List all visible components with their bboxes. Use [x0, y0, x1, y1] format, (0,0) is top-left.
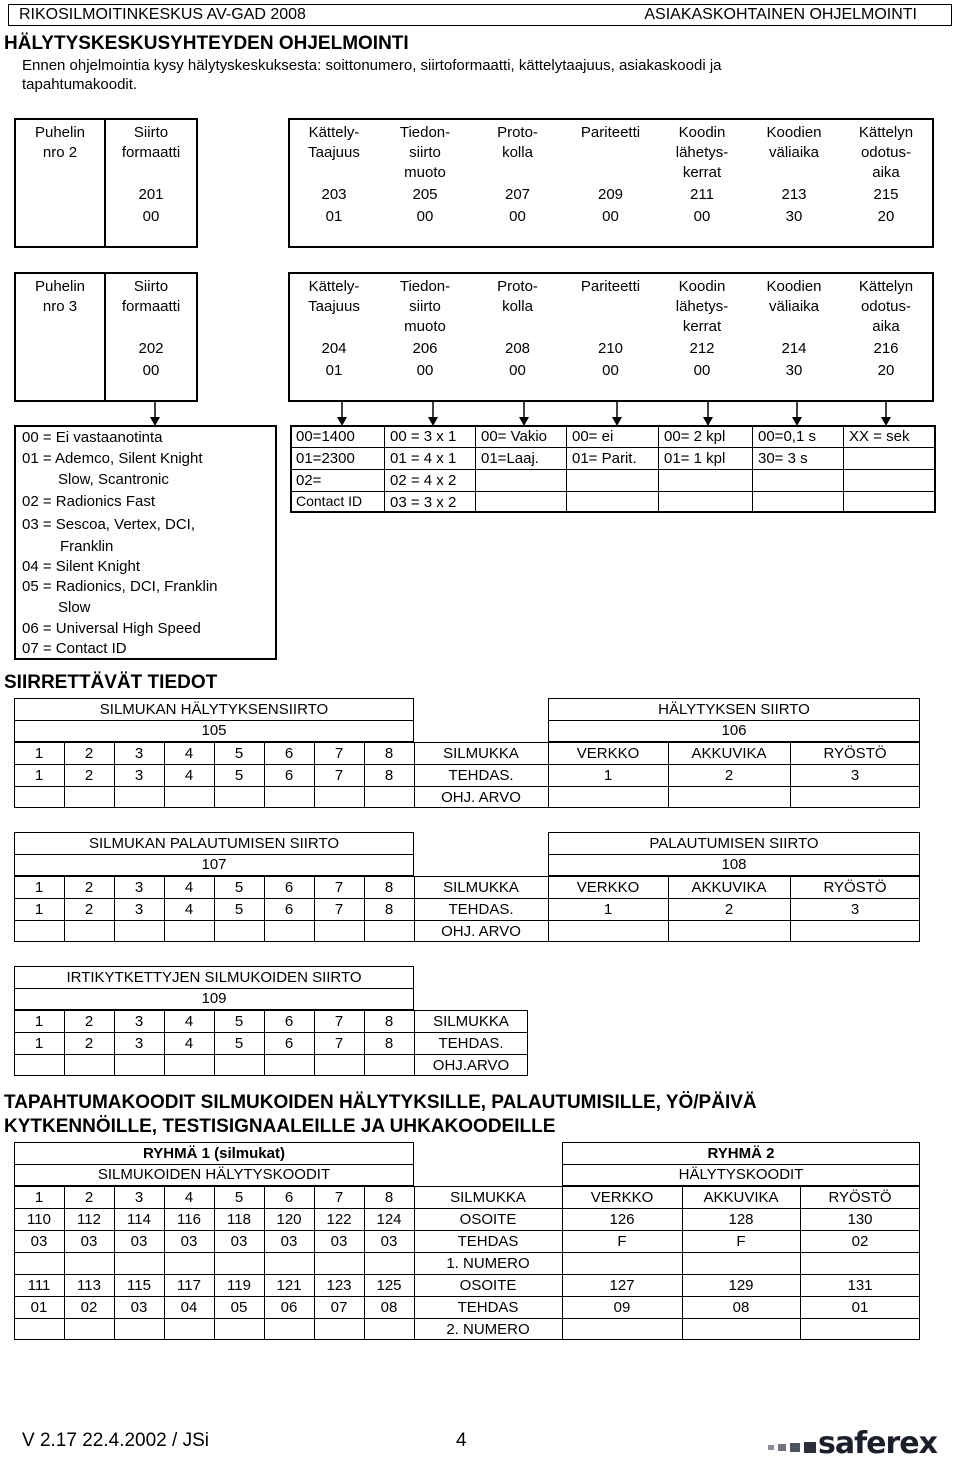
phone-label: nro 2: [42, 144, 78, 161]
format-label: formaatti: [121, 144, 181, 161]
event-code-cell: 7: [334, 1189, 344, 1206]
event-code-cell: F: [617, 1233, 627, 1250]
legend-item: 06 = Universal High Speed: [22, 620, 201, 637]
loop-number: 2: [84, 1035, 94, 1052]
option-pariteetti: 01= Parit.: [572, 450, 637, 467]
options-row-line: [290, 469, 936, 470]
param-header: Kättely-: [308, 278, 360, 295]
loop-number: 7: [334, 901, 344, 918]
group1-title: RYHMÄ 1 (silmukat): [143, 1145, 285, 1162]
event-code-cell: F: [736, 1233, 746, 1250]
param-header: Koodin: [678, 278, 726, 295]
loop-number: 3: [134, 767, 144, 784]
event-code-cell: 111: [27, 1277, 51, 1294]
param-address: 214: [781, 340, 807, 357]
down-arrow-icon: [518, 401, 530, 427]
prog-value-label: OHJ. ARVO: [441, 923, 521, 940]
down-arrow-icon: [149, 401, 161, 427]
phone-label: Puhelin: [34, 124, 86, 141]
legend-item: 05 = Radionics, DCI, Franklin: [22, 578, 218, 595]
down-arrow-icon: [336, 401, 348, 427]
event-code-cell: 117: [177, 1277, 201, 1294]
loop-number: 7: [334, 767, 344, 784]
loop-number: 7: [334, 1035, 344, 1052]
page-title: HÄLYTYSKESKUSYHTEYDEN OHJELMOINTI: [4, 33, 409, 54]
option-taajuus: Contact ID: [296, 493, 363, 509]
left-address: 107: [201, 856, 227, 873]
left-title: SILMUKAN HÄLYTYKSENSIIRTO: [99, 701, 329, 718]
param-address: 206: [412, 340, 438, 357]
loop-number: 5: [234, 1035, 244, 1052]
default-value: 2: [724, 767, 734, 784]
loop-number: 5: [234, 1013, 244, 1030]
right-address: 108: [721, 856, 747, 873]
option-muoto: 02 = 4 x 2: [390, 472, 457, 489]
transfer-title: SIIRRETTÄVÄT TIEDOT: [4, 672, 218, 693]
event-code-cell: 01: [30, 1299, 48, 1316]
intro-line-1: Ennen ohjelmointia kysy hälytyskeskuksesta: soittonumero, siirtoformaatti, kättelytaajuus, asiakaskoodi ja: [22, 57, 722, 74]
column-label: SILMUKKA: [443, 879, 519, 896]
param-header: Kättelyn: [858, 124, 914, 141]
event-code-cell: SILMUKKA: [450, 1189, 526, 1206]
loop-number: 8: [384, 901, 394, 918]
format-label: formaatti: [121, 298, 181, 315]
event-code-cell: 131: [847, 1277, 873, 1294]
event-code-cell: 03: [130, 1299, 148, 1316]
param-value: 00: [693, 208, 711, 225]
option-pariteetti: 00= ei: [572, 428, 614, 445]
loop-number: 8: [384, 1035, 394, 1052]
down-arrow-icon: [880, 401, 892, 427]
prog-value-label: OHJ.ARVO: [432, 1057, 510, 1074]
param-address: 213: [781, 186, 807, 203]
param-value: 00: [416, 362, 434, 379]
loop-number: 2: [84, 745, 94, 762]
legend-item: 03 = Sescoa, Vertex, DCI,: [22, 516, 196, 533]
event-code-cell: 2. NUMERO: [446, 1321, 530, 1338]
param-header: väliaika: [768, 298, 820, 315]
event-code-cell: 08: [732, 1299, 750, 1316]
option-muoto: 00 = 3 x 1: [390, 428, 457, 445]
right-title: HÄLYTYKSEN SIIRTO: [658, 701, 810, 718]
phone-label: Puhelin: [34, 278, 86, 295]
param-address: 209: [597, 186, 624, 203]
param-address: 215: [873, 186, 899, 203]
loop-number: 4: [184, 1035, 194, 1052]
default-value: TEHDAS.: [448, 767, 514, 784]
param-value: 00: [602, 362, 619, 379]
loop-number: 8: [384, 1013, 394, 1030]
param-header: kolla: [502, 298, 533, 315]
event-code-cell: 116: [177, 1211, 201, 1228]
event-code-cell: 124: [376, 1211, 402, 1228]
loop-number: 1: [34, 901, 44, 918]
event-code-cell: 125: [376, 1277, 402, 1294]
event-code-cell: 127: [609, 1277, 635, 1294]
events-title-2: KYTKENNÖILLE, TESTISIGNAALEILLE JA UHKAKOODEILLE: [4, 1116, 556, 1137]
param-address: 216: [873, 340, 899, 357]
column-label: VERKKO: [576, 879, 640, 896]
default-value: TEHDAS.: [438, 1035, 504, 1052]
group1-subtitle: SILMUKOIDEN HÄLYTYSKOODIT: [97, 1166, 331, 1183]
format-label: Siirto: [133, 124, 169, 141]
event-code-cell: 01: [851, 1299, 869, 1316]
event-code-cell: 09: [613, 1299, 631, 1316]
down-arrow-icon: [791, 401, 803, 427]
loop-number: 6: [284, 767, 294, 784]
loop-number: 4: [184, 745, 194, 762]
column-label: VERKKO: [576, 745, 640, 762]
column-label: SILMUKKA: [443, 745, 519, 762]
loop-number: 8: [384, 745, 394, 762]
param-header: odotus-: [860, 144, 912, 161]
option-taajuus: 02=: [296, 472, 322, 489]
event-code-cell: 03: [30, 1233, 48, 1250]
format-value: 00: [142, 208, 160, 225]
param-address: 207: [504, 186, 531, 203]
event-code-cell: 128: [728, 1211, 754, 1228]
event-code-cell: 08: [380, 1299, 398, 1316]
param-header: Proto-: [497, 124, 538, 141]
left-address: 105: [201, 722, 227, 739]
param-value: 01: [325, 208, 343, 225]
events-title-1: TAPAHTUMAKOODIT SILMUKOIDEN HÄLYTYKSILLE, PALAUTUMISILLE, YÖ/PÄIVÄ: [4, 1092, 757, 1113]
param-value: 30: [785, 362, 803, 379]
loop-number: 3: [134, 901, 144, 918]
group2-title: RYHMÄ 2: [707, 1145, 775, 1162]
loop-number: 7: [334, 745, 344, 762]
loop-number: 5: [234, 767, 244, 784]
param-header: lähetys-: [675, 298, 729, 315]
loop-number: 4: [184, 879, 194, 896]
param-header: kerrat: [682, 164, 722, 181]
column-label: AKKUVIKA: [691, 879, 767, 896]
event-code-cell: 04: [180, 1299, 198, 1316]
event-code-cell: 114: [127, 1211, 151, 1228]
param-header: Taajuus: [308, 144, 360, 161]
legend-item: 07 = Contact ID: [22, 640, 127, 657]
event-code-cell: 1. NUMERO: [446, 1255, 530, 1272]
column-label: RYÖSTÖ: [823, 745, 887, 762]
event-code-cell: 03: [180, 1233, 198, 1250]
header-right: ASIAKASKOHTAINEN OHJELMOINTI: [644, 6, 917, 23]
event-code-cell: 3: [134, 1189, 144, 1206]
default-value: 3: [850, 767, 860, 784]
event-code-cell: 05: [230, 1299, 248, 1316]
event-code-cell: 115: [127, 1277, 151, 1294]
event-code-cell: 118: [227, 1211, 251, 1228]
default-value: TEHDAS.: [448, 901, 514, 918]
event-code-cell: 119: [227, 1277, 251, 1294]
param-value: 00: [602, 208, 619, 225]
loop-number: 7: [334, 1013, 344, 1030]
event-code-cell: 8: [384, 1189, 394, 1206]
footer-version: V 2.17 22.4.2002 / JSi: [22, 1430, 209, 1451]
event-code-cell: 03: [280, 1233, 298, 1250]
param-header: odotus-: [860, 298, 912, 315]
loop-number: 8: [384, 767, 394, 784]
event-code-cell: OSOITE: [459, 1211, 517, 1228]
event-code-cell: 02: [851, 1233, 869, 1250]
option-protokolla: 01=Laaj.: [481, 450, 539, 467]
default-value: 1: [603, 901, 613, 918]
loop-number: 2: [84, 879, 94, 896]
option-valiaika: 30= 3 s: [758, 450, 808, 467]
event-code-cell: 122: [326, 1211, 352, 1228]
event-code-cell: TEHDAS: [457, 1233, 519, 1250]
loop-number: 4: [184, 1013, 194, 1030]
event-code-cell: 121: [276, 1277, 302, 1294]
param-value: 00: [509, 208, 526, 225]
event-code-cell: 03: [330, 1233, 348, 1250]
default-value: 3: [850, 901, 860, 918]
option-protokolla: 00= Vakio: [481, 428, 548, 445]
event-code-cell: 126: [609, 1211, 635, 1228]
loop-number: 6: [284, 745, 294, 762]
param-header: Kättelyn: [858, 278, 914, 295]
page-header: [8, 4, 952, 26]
event-code-cell: 2: [84, 1189, 94, 1206]
loop-number: 4: [184, 767, 194, 784]
param-header: Tiedon-: [399, 278, 451, 295]
param-value: 20: [877, 208, 895, 225]
event-code-cell: AKKUVIKA: [703, 1189, 779, 1206]
loop-number: 6: [284, 1035, 294, 1052]
param-header: Kättely-: [308, 124, 360, 141]
param-address: 204: [321, 340, 347, 357]
group2-subtitle: HÄLYTYSKOODIT: [678, 1166, 804, 1183]
format-value: 00: [142, 362, 160, 379]
default-value: 2: [724, 901, 734, 918]
loop-number: 6: [284, 901, 294, 918]
param-header: väliaika: [768, 144, 820, 161]
param-header: Koodin: [678, 124, 726, 141]
loop-number: 7: [334, 879, 344, 896]
legend-item: 04 = Silent Knight: [22, 558, 141, 575]
loop-number: 6: [284, 879, 294, 896]
legend-item: 01 = Ademco, Silent Knight: [22, 450, 203, 467]
param-header: lähetys-: [675, 144, 729, 161]
event-code-cell: 07: [330, 1299, 348, 1316]
bypass-title: IRTIKYTKETTYJEN SILMUKOIDEN SIIRTO: [66, 969, 362, 986]
loop-number: 2: [84, 1013, 94, 1030]
legend-item: 02 = Radionics Fast: [22, 493, 155, 510]
param-address: 210: [597, 340, 624, 357]
param-value: 00: [693, 362, 711, 379]
loop-number: 1: [34, 1035, 44, 1052]
param-header: Pariteetti: [580, 278, 641, 295]
event-code-cell: VERKKO: [590, 1189, 654, 1206]
loop-number: 2: [84, 767, 94, 784]
option-muoto: 01 = 4 x 1: [390, 450, 457, 467]
down-arrow-icon: [702, 401, 714, 427]
param-value: 01: [325, 362, 343, 379]
format-address: 201: [138, 186, 164, 203]
right-address: 106: [721, 722, 747, 739]
option-muoto: 03 = 3 x 2: [390, 494, 457, 511]
footer-page: 4: [456, 1430, 467, 1451]
param-address: 211: [690, 186, 714, 203]
left-title: SILMUKAN PALAUTUMISEN SIIRTO: [88, 835, 340, 852]
event-code-cell: 5: [234, 1189, 244, 1206]
loop-number: 8: [384, 879, 394, 896]
param-header: siirto: [409, 144, 441, 161]
options-row-line: [290, 491, 936, 492]
format-address: 202: [138, 340, 164, 357]
loop-number: 3: [134, 1035, 144, 1052]
loop-number: 1: [34, 879, 44, 896]
param-address: 203: [321, 186, 347, 203]
column-label: AKKUVIKA: [691, 745, 767, 762]
legend-item: Slow: [58, 599, 91, 616]
loop-number: 4: [184, 901, 194, 918]
loop-number: 3: [134, 1013, 144, 1030]
legend-item: Franklin: [60, 538, 114, 555]
option-kerrat: 00= 2 kpl: [664, 428, 726, 445]
right-title: PALAUTUMISEN SIIRTO: [649, 835, 819, 852]
param-address: 205: [412, 186, 438, 203]
loop-number: 1: [34, 1013, 44, 1030]
param-address: 212: [689, 340, 715, 357]
event-code-cell: 130: [847, 1211, 873, 1228]
loop-number: 5: [234, 745, 244, 762]
option-odotus: XX = sek: [849, 428, 910, 445]
param-header: Tiedon-: [399, 124, 451, 141]
legend-item: Slow, Scantronic: [58, 471, 169, 488]
param-value: 30: [785, 208, 803, 225]
header-left: RIKOSILMOITINKESKUS AV-GAD 2008: [19, 6, 306, 23]
legend-item: 00 = Ei vastaanotinta: [22, 429, 163, 446]
param-value: 00: [509, 362, 526, 379]
loop-number: 1: [34, 767, 44, 784]
phone-label: nro 3: [42, 298, 78, 315]
param-header: muoto: [404, 318, 446, 335]
option-taajuus: 00=1400: [296, 428, 355, 445]
option-valiaika: 00=0,1 s: [758, 428, 816, 445]
loop-number: 2: [84, 901, 94, 918]
param-value: 00: [416, 208, 434, 225]
param-address: 208: [504, 340, 531, 357]
down-arrow-icon: [611, 401, 623, 427]
loop-number: 1: [34, 745, 44, 762]
event-code-cell: 02: [80, 1299, 98, 1316]
column-label: RYÖSTÖ: [823, 879, 887, 896]
loop-number: 5: [234, 879, 244, 896]
default-value: 1: [603, 767, 613, 784]
param-header: Koodien: [766, 278, 822, 295]
bypass-address: 109: [201, 990, 227, 1007]
param-header: muoto: [404, 164, 446, 181]
event-code-cell: OSOITE: [459, 1277, 517, 1294]
event-code-cell: 03: [230, 1233, 248, 1250]
option-kerrat: 01= 1 kpl: [664, 450, 726, 467]
event-code-cell: 03: [130, 1233, 148, 1250]
param-header: Taajuus: [308, 298, 360, 315]
loop-number: 3: [134, 745, 144, 762]
option-taajuus: 01=2300: [296, 450, 355, 467]
param-value: 20: [877, 362, 895, 379]
column-label: SILMUKKA: [433, 1013, 509, 1030]
event-code-cell: 129: [728, 1277, 754, 1294]
event-code-cell: 1: [34, 1189, 44, 1206]
event-code-cell: 113: [77, 1277, 101, 1294]
param-header: aika: [872, 318, 900, 335]
event-code-cell: 4: [184, 1189, 194, 1206]
param-header: kerrat: [682, 318, 722, 335]
event-code-cell: 123: [326, 1277, 352, 1294]
event-code-cell: 6: [284, 1189, 294, 1206]
intro-line-2: tapahtumakoodit.: [22, 76, 138, 93]
down-arrow-icon: [427, 401, 439, 427]
loop-number: 5: [234, 901, 244, 918]
format-label: Siirto: [133, 278, 169, 295]
event-code-cell: 06: [280, 1299, 298, 1316]
param-header: aika: [872, 164, 900, 181]
event-code-cell: 03: [80, 1233, 98, 1250]
event-code-cell: 120: [276, 1211, 302, 1228]
param-header: kolla: [502, 144, 533, 161]
prog-value-label: OHJ. ARVO: [441, 789, 521, 806]
event-code-cell: 112: [77, 1211, 101, 1228]
param-header: siirto: [409, 298, 441, 315]
param-header: Pariteetti: [580, 124, 641, 141]
loop-number: 3: [134, 879, 144, 896]
event-code-cell: RYÖSTÖ: [828, 1189, 892, 1206]
param-header: Koodien: [766, 124, 822, 141]
event-code-cell: TEHDAS: [457, 1299, 519, 1316]
loop-number: 6: [284, 1013, 294, 1030]
event-code-cell: 03: [380, 1233, 398, 1250]
param-header: Proto-: [497, 278, 538, 295]
event-code-cell: 110: [27, 1211, 51, 1228]
logo-text: saferex: [818, 1426, 937, 1461]
